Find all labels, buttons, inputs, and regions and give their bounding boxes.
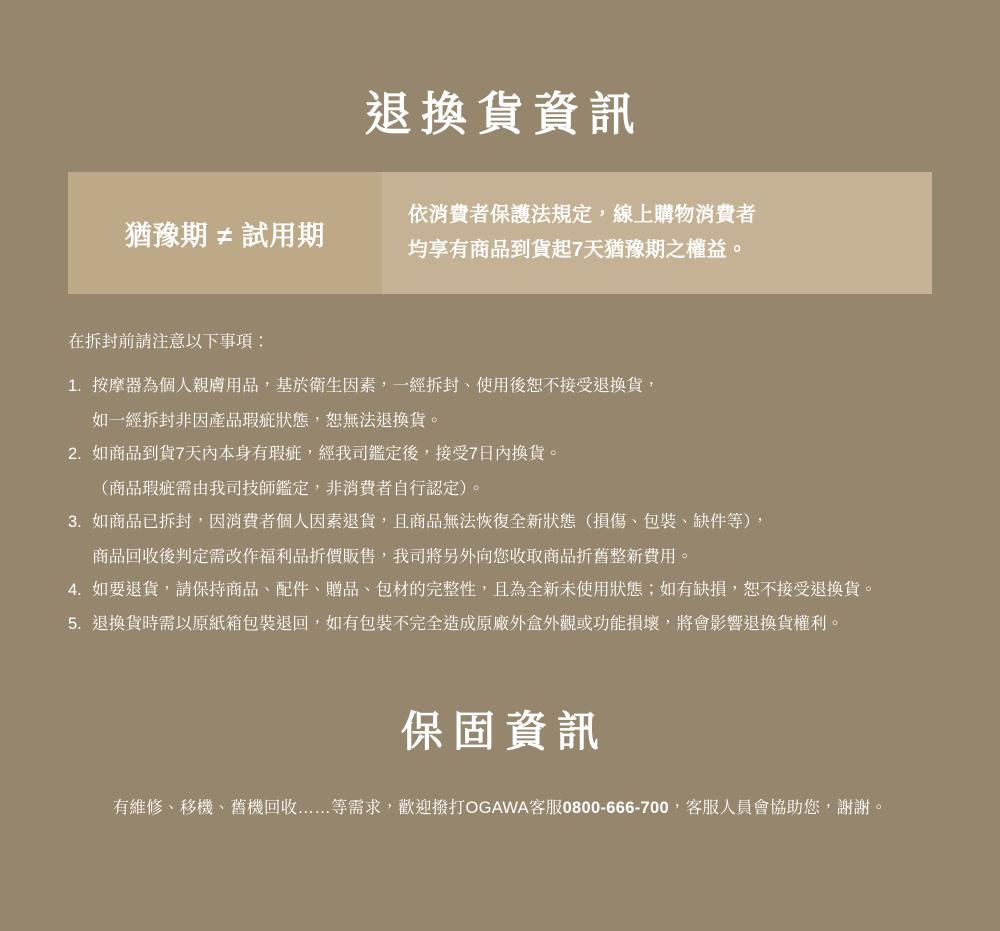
- warranty-title: 保固資訊: [400, 708, 609, 756]
- note-number: 2.: [68, 445, 82, 464]
- band-right-text: [382, 172, 932, 294]
- note-number: 3.: [68, 513, 82, 532]
- notes-intro: 在拆封前請注意以下事項：: [68, 333, 270, 352]
- note-line: 商品回收後判定需改作福利品折價販售，我司將另外向您收取商品折舊整新費用。: [92, 547, 694, 566]
- contact-suffix: ，客服人員會協助您，謝謝。: [668, 799, 888, 818]
- note-body: [92, 442, 932, 502]
- notes-section: [68, 330, 932, 637]
- note-line: 如要退貨，請保持商品、配件、贈品、包材的完整性，且為全新未使用狀態；如有缺損，恕不接受退換貨。: [92, 581, 877, 600]
- note-item: [68, 578, 932, 604]
- note-line: 如一經拆封非因產品瑕疵狀態，恕無法退換貨。: [92, 411, 443, 430]
- page-title: 退換貨資訊: [365, 87, 645, 140]
- note-line: （商品瑕疵需由我司技師鑑定，非消費者自行認定）。: [92, 479, 485, 498]
- note-line: 退換貨時需以原紙箱包裝退回，如有包裝不完全造成原廠外盒外觀或功能損壞，將會影響退換貨權利。: [92, 614, 844, 633]
- note-line: 如商品已拆封，因消費者個人因素退貨，且商品無法恢復全新狀態（損傷、包裝、缺件等），: [92, 513, 769, 532]
- note-item: [68, 612, 932, 638]
- note-line: 按摩器為個人親膚用品，基於衛生因素，一經拆封、使用後恕不接受退換貨，: [92, 376, 660, 395]
- contact-prefix: 有維修、移機、舊機回收……等需求，歡迎撥打OGAWA客服: [112, 799, 563, 818]
- note-line: 如商品到貨7天內本身有瑕疵，經我司鑑定後，接受7日內換貨。: [92, 445, 562, 464]
- note-body: [92, 510, 932, 570]
- highlight-band: [68, 172, 932, 294]
- note-number: 5.: [68, 614, 82, 633]
- note-item: [68, 442, 932, 502]
- band-right-line-1: 依消費者保護法規定，線上購物消費者: [408, 204, 757, 227]
- note-item: [68, 374, 932, 434]
- note-number: 4.: [68, 581, 82, 600]
- band-left-label: 猶豫期 ≠ 試用期: [68, 172, 382, 294]
- note-body: [92, 578, 932, 604]
- band-right-line-2: 均享有商品到貨起7天猶豫期之權益。: [408, 239, 748, 262]
- note-body: [92, 374, 932, 434]
- note-body: [92, 612, 932, 638]
- note-number: 1.: [68, 376, 82, 395]
- note-item: [68, 510, 932, 570]
- warranty-contact-line: [0, 794, 1000, 818]
- contact-phone: 0800-666-700: [562, 799, 669, 818]
- return-policy-page: [0, 31, 1000, 931]
